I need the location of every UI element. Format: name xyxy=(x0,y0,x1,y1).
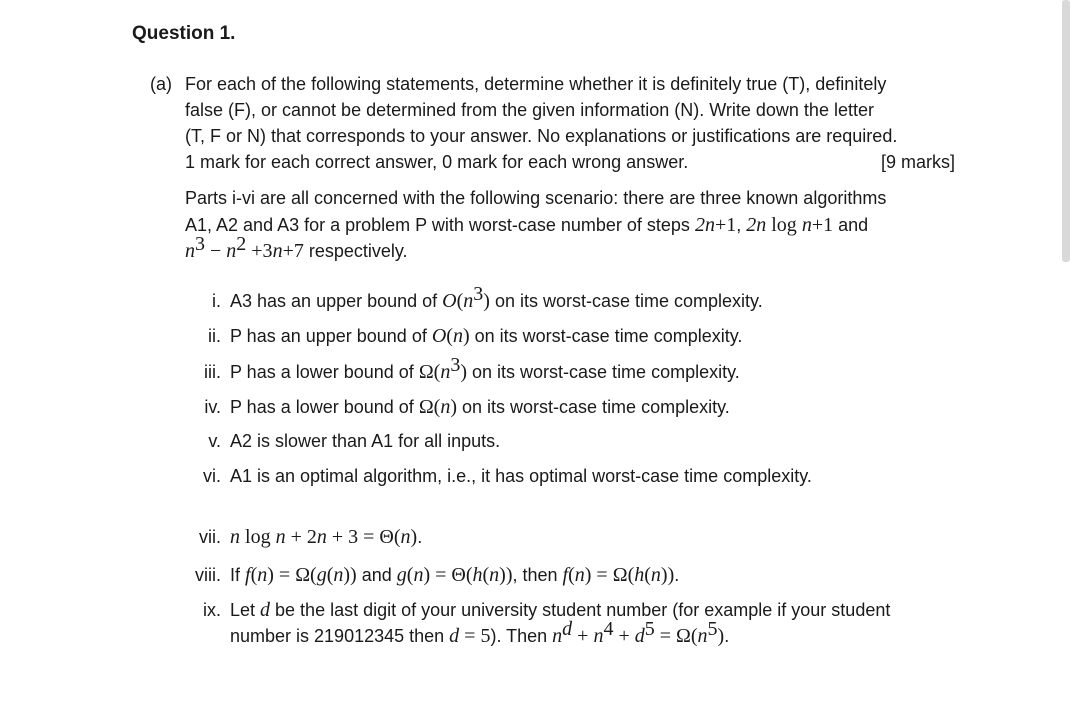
item-text: . xyxy=(724,626,730,646)
statement-item: viii. If f(n) = Ω(g(n)) and g(n) = Θ(h(n)), then f(n) = Ω(h(n)). xyxy=(150,564,679,587)
item-text: and xyxy=(356,565,397,585)
intro-line: (T, F or N) that corresponds to your answer. No explanations or justifications are required. xyxy=(185,126,898,146)
item-text: Let xyxy=(230,600,261,620)
item-number: i. xyxy=(212,291,221,311)
item-number: vii. xyxy=(199,527,221,547)
statement-item: ii. P has an upper bound of O(n) on its worst-case time complexity. xyxy=(150,325,742,348)
item-text: A2 is slower than A1 for all inputs. xyxy=(230,431,501,451)
intro-line-with-marks xyxy=(185,152,955,173)
scenario-text: A1, A2 and A3 for a problem P with worst-case number of steps xyxy=(185,215,695,235)
item-text: on its worst-case time complexity. xyxy=(457,397,730,417)
item-text: on its worst-case time complexity. xyxy=(467,362,740,382)
scenario-line: A1, A2 and A3 for a problem P with worst-case number of steps 2n+1, 2n log n+1 and xyxy=(185,214,869,236)
scenario-line: $n^3 - n^2 +3n+7$ respectively. xyxy=(185,233,408,262)
question-title: Question 1. xyxy=(132,23,236,44)
intro-line: 1 mark for each correct answer, 0 mark for each wrong answer. xyxy=(185,152,689,172)
statement-item xyxy=(150,466,812,487)
scenario-line: Parts i-vi are all concerned with the following scenario: there are three known algorithms xyxy=(185,188,887,208)
item-number: v. xyxy=(208,431,221,451)
statement-item xyxy=(150,431,500,452)
item-text: If xyxy=(230,565,246,585)
item-text: on its worst-case time complexity. xyxy=(469,326,743,346)
statement-item: ix. Let d be the last digit of your university student number (for example if your student xyxy=(150,599,890,622)
item-text: P has an upper bound of xyxy=(230,326,432,346)
item-text: , then xyxy=(512,565,563,585)
item-text: number is 219012345 then xyxy=(230,626,450,646)
item-text: . xyxy=(674,565,680,585)
item-number: vi. xyxy=(203,466,221,486)
item-text: A3 has an upper bound of xyxy=(230,291,443,311)
scenario-text: , xyxy=(736,215,747,235)
intro-line: false (F), or cannot be determined from the given information (N). Write down the letter xyxy=(185,100,874,120)
scrollbar[interactable] xyxy=(1062,0,1070,262)
marks-label: [9 marks] xyxy=(880,152,955,172)
part-label: (a) xyxy=(150,74,172,94)
item-text: P has a lower bound of xyxy=(230,362,419,382)
item-number: ix. xyxy=(203,600,221,620)
intro-line: For each of the following statements, determine whether it is definitely true (T), definitely xyxy=(185,74,887,94)
item-text: be the last digit of your university student number (for example if your student xyxy=(270,600,891,620)
item-text: on its worst-case time complexity. xyxy=(489,291,763,311)
item-text: ). Then xyxy=(490,626,553,646)
item-number: ii. xyxy=(208,326,221,346)
statement-item: iii. P has a lower bound of $\Omega(n^3)$ on its worst-case time complexity. xyxy=(150,361,740,384)
statement-item: i. A3 has an upper bound of $O(n^3)$ on its worst-case time complexity. xyxy=(150,290,763,313)
item-number: iv. xyxy=(204,397,221,417)
scenario-text: respectively. xyxy=(303,241,408,261)
statement-item-continuation: number is 219012345 then d = 5). Then $n^d + n^4 + d^5 = \Omega(n^5)$. xyxy=(230,618,730,647)
item-number: iii. xyxy=(204,362,221,382)
item-number: viii. xyxy=(195,565,221,585)
statement-item: vii. n log n + 2n + 3 = Θ(n). xyxy=(150,526,422,549)
statement-item: iv. P has a lower bound of Ω(n) on its worst-case time complexity. xyxy=(150,396,730,419)
item-text: P has a lower bound of xyxy=(230,397,419,417)
item-text: . xyxy=(417,527,423,547)
scenario-text: and xyxy=(833,215,869,235)
item-text: A1 is an optimal algorithm, i.e., it has optimal worst-case time complexity. xyxy=(230,466,812,486)
